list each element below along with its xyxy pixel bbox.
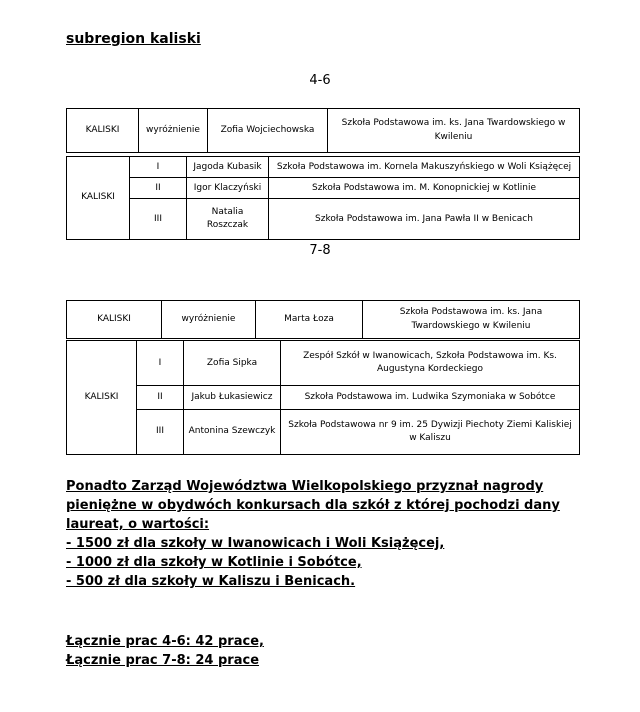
region-cell: KALISKI <box>67 109 139 153</box>
school-cell: Szkoła Podstawowa im. Jana Pawła II w Benicach <box>269 199 580 240</box>
table-row <box>67 341 580 386</box>
name-cell: Zofia Wojciechowska <box>208 109 328 153</box>
region-cell: KALISKI <box>67 341 137 455</box>
prize-item: - 1500 zł dla szkoły w Iwanowicach i Woli Książęcej, <box>66 536 445 551</box>
winners-table-7-8 <box>66 340 580 455</box>
place-cell: II <box>130 178 187 199</box>
award-cell: wyróżnienie <box>162 301 256 339</box>
winners-table-4-6 <box>66 156 580 240</box>
prize-item: - 500 zł dla szkoły w Kaliszu i Benicach. <box>66 574 356 589</box>
grade-heading-7-8: 7-8 <box>309 243 331 258</box>
subregion-heading: subregion kaliski <box>66 31 201 47</box>
place-cell: I <box>130 157 187 178</box>
name-cell: Marta Łoza <box>256 301 363 339</box>
name-cell: Antonina Szewczyk <box>184 409 281 454</box>
prize-notice-intro: Ponadto Zarząd Województwa Wielkopolskiego przyznał nagrody pieniężne w obydwóch konkursach dla szkół z której pochodzi dany laureat, o wartości: <box>66 479 560 532</box>
grade-heading-4-6: 4-6 <box>309 73 331 88</box>
name-cell: Zofia Sipka <box>184 341 281 386</box>
school-cell: Szkoła Podstawowa im. M. Konopnickiej w Kotlinie <box>269 178 580 199</box>
distinction-table-7-8 <box>66 300 580 339</box>
place-cell: II <box>137 386 184 409</box>
table-row <box>67 386 580 409</box>
table-row <box>67 199 580 240</box>
school-cell: Szkoła Podstawowa im. Kornela Makuszyńskiego w Woli Książęcej <box>269 157 580 178</box>
school-cell: Szkoła Podstawowa nr 9 im. 25 Dywizji Piechoty Ziemi Kaliskiej w Kaliszu <box>281 409 580 454</box>
table-row <box>67 178 580 199</box>
award-cell: wyróżnienie <box>139 109 208 153</box>
prize-notice <box>66 477 596 534</box>
table-row <box>67 409 580 454</box>
name-cell: Igor Klaczyński <box>187 178 269 199</box>
totals-list <box>66 632 596 670</box>
name-cell: Jakub Łukasiewicz <box>184 386 281 409</box>
school-cell: Szkoła Podstawowa im. ks. Jana Twardowskiego w Kwileniu <box>328 109 580 153</box>
school-cell: Zespół Szkół w Iwanowicach, Szkoła Podstawowa im. Ks. Augustyna Kordeckiego <box>281 341 580 386</box>
distinction-table-4-6 <box>66 108 580 153</box>
total-item: Łącznie prac 4-6: 42 prace, <box>66 634 264 649</box>
prize-list <box>66 534 596 591</box>
place-cell: III <box>130 199 187 240</box>
table-row <box>67 157 580 178</box>
prize-item: - 1000 zł dla szkoły w Kotlinie i Sobótce, <box>66 555 362 570</box>
region-cell: KALISKI <box>67 157 130 240</box>
name-cell: Natalia Roszczak <box>187 199 269 240</box>
school-cell: Szkoła Podstawowa im. ks. Jana Twardowskiego w Kwileniu <box>363 301 580 339</box>
name-cell: Jagoda Kubasik <box>187 157 269 178</box>
school-cell: Szkoła Podstawowa im. Ludwika Szymoniaka w Sobótce <box>281 386 580 409</box>
place-cell: III <box>137 409 184 454</box>
total-item: Łącznie prac 7-8: 24 prace <box>66 653 260 668</box>
region-cell: KALISKI <box>67 301 162 339</box>
table-row <box>67 109 580 153</box>
table-row <box>67 301 580 339</box>
place-cell: I <box>137 341 184 386</box>
